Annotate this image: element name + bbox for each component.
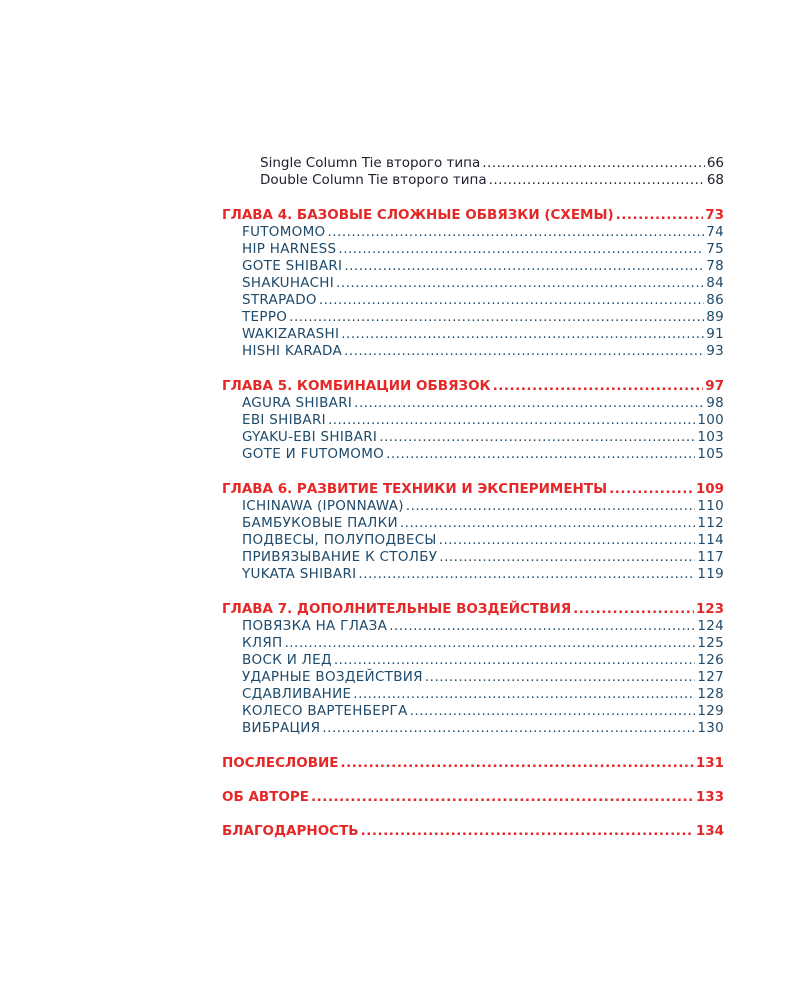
acknowledgements-heading[interactable] [222, 822, 724, 840]
dot-leader [338, 241, 704, 258]
chapter-page: 131 [695, 755, 724, 771]
chapter-heading-7[interactable] [222, 600, 724, 618]
toc-entry[interactable] [222, 326, 724, 343]
chapter-page: 134 [695, 823, 724, 839]
toc-entry[interactable] [222, 566, 724, 583]
toc-entry-title: HIP HARNESS [242, 241, 337, 257]
chapter-title: ГЛАВА 7. ДОПОЛНИТЕЛЬНЫЕ ВОЗДЕЙСТВИЯ [222, 601, 572, 617]
chapter-title: ОБ АВТОРЕ [222, 789, 310, 805]
toc-entry[interactable] [222, 258, 724, 275]
chapter-page: 133 [695, 789, 724, 805]
toc-entry-title: YUKATA SHIBARI [242, 566, 357, 582]
toc-entry-title: SHAKUHACHI [242, 275, 335, 291]
toc-entry[interactable] [222, 241, 724, 258]
toc-entry[interactable] [222, 498, 724, 515]
dot-leader [406, 498, 696, 515]
toc-entry[interactable] [222, 224, 724, 241]
dot-leader [354, 395, 704, 412]
toc-entry-title: КЛЯП [242, 635, 283, 651]
toc-entry-title: Single Column Tie второго типа [260, 155, 481, 171]
dot-leader [344, 258, 704, 275]
dot-leader [311, 788, 694, 806]
dot-leader [616, 206, 704, 224]
about-author-heading[interactable] [222, 788, 724, 806]
toc-entry[interactable] [222, 686, 724, 703]
toc-entry-page: 110 [697, 498, 724, 514]
toc-entry-title: AGURA SHIBARI [242, 395, 353, 411]
dot-leader [284, 635, 695, 652]
toc-entry[interactable] [222, 618, 724, 635]
toc-entry-title: ВИБРАЦИЯ [242, 720, 321, 736]
toc-entry[interactable] [222, 292, 724, 309]
toc-entry-page: 117 [697, 549, 724, 565]
toc-entry[interactable] [222, 703, 724, 720]
toc-entry-title: GOTE SHIBARI [242, 258, 343, 274]
chapter-heading-6[interactable] [222, 480, 724, 498]
toc-entry-page: 89 [706, 309, 724, 325]
toc-entry[interactable] [222, 429, 724, 446]
toc-entry[interactable] [222, 720, 724, 737]
dot-leader [327, 224, 704, 241]
dot-leader [400, 515, 695, 532]
toc-entry-title: EBI SHIBARI [242, 412, 326, 428]
toc-entry-page: 91 [706, 326, 724, 342]
toc-entry-title: СДАВЛИВАНИЕ [242, 686, 352, 702]
toc-entry-title: УДАРНЫЕ ВОЗДЕЙСТВИЯ [242, 669, 423, 685]
dot-leader [425, 669, 695, 686]
chapter-title: БЛАГОДАРНОСТЬ [222, 823, 359, 839]
toc-entry-title: ВОСК И ЛЕД [242, 652, 332, 668]
dot-leader [386, 446, 695, 463]
toc-entry-title: GOTE И FUTOMOMO [242, 446, 385, 462]
toc-entry-title: FUTOMOMO [242, 224, 326, 240]
toc-entry[interactable] [222, 669, 724, 686]
dot-leader [334, 652, 696, 669]
dot-leader [289, 309, 704, 326]
dot-leader [341, 326, 704, 343]
toc-entry-page: 128 [697, 686, 724, 702]
chapter-heading-4[interactable] [222, 206, 724, 224]
toc-entry-title: ICHINAWA (IPONNAWA) [242, 498, 404, 514]
dot-leader [319, 292, 704, 309]
chapter-title: ГЛАВА 5. КОМБИНАЦИИ ОБВЯЗОК [222, 378, 491, 394]
toc-entry-page: 124 [697, 618, 724, 634]
dot-leader [482, 155, 705, 172]
toc-entry[interactable] [222, 515, 724, 532]
dot-leader [353, 686, 695, 703]
toc-entry[interactable] [222, 446, 724, 463]
chapter-page: 73 [705, 207, 724, 223]
toc-entry-title: HISHI KARADA [242, 343, 343, 359]
dot-leader [358, 566, 695, 583]
toc-entry-page: 105 [697, 446, 724, 462]
toc-entry-title: ПРИВЯЗЫВАНИЕ К СТОЛБУ [242, 549, 438, 565]
chapter-title: ПОСЛЕСЛОВИЕ [222, 755, 339, 771]
toc-entry-title: ПОДВЕСЫ, ПОЛУПОДВЕСЫ [242, 532, 437, 548]
toc-entry-page: 100 [697, 412, 724, 428]
afterword-heading[interactable] [222, 754, 724, 772]
toc-entry-page: 112 [697, 515, 724, 531]
toc-entry-page: 75 [706, 241, 724, 257]
toc-entry-title: GYAKU-EBI SHIBARI [242, 429, 378, 445]
dot-leader [609, 480, 694, 498]
toc-entry-title: STRAPADO [242, 292, 317, 308]
toc-entry[interactable] [222, 343, 724, 360]
dot-leader [379, 429, 695, 446]
dot-leader [344, 343, 704, 360]
toc-entry-page: 130 [697, 720, 724, 736]
dot-leader [439, 549, 695, 566]
dot-leader [493, 377, 704, 395]
toc-entry-title: БАМБУКОВЫЕ ПАЛКИ [242, 515, 398, 531]
toc-entry-page: 127 [697, 669, 724, 685]
table-of-contents [222, 155, 724, 840]
dot-leader [573, 600, 694, 618]
dot-leader [322, 720, 695, 737]
dot-leader [328, 412, 695, 429]
toc-entry-page: 126 [697, 652, 724, 668]
toc-entry-page: 93 [706, 343, 724, 359]
toc-entry[interactable] [222, 155, 724, 172]
toc-entry-title: КОЛЕСО ВАРТЕНБЕРГА [242, 703, 408, 719]
dot-leader [341, 754, 694, 772]
chapter-title: ГЛАВА 4. БАЗОВЫЕ СЛОЖНЫЕ ОБВЯЗКИ (СХЕМЫ) [222, 207, 614, 223]
toc-entry-title: WAKIZARASHI [242, 326, 340, 342]
toc-entry-title: TEPPO [242, 309, 288, 325]
chapter-page: 123 [695, 601, 724, 617]
toc-entry-title: ПОВЯЗКА НА ГЛАЗА [242, 618, 388, 634]
toc-entry-page: 68 [706, 172, 724, 188]
dot-leader [489, 172, 705, 189]
dot-leader [336, 275, 704, 292]
chapter-title: ГЛАВА 6. РАЗВИТИЕ ТЕХНИКИ И ЭКСПЕРИМЕНТЫ [222, 481, 608, 497]
toc-entry[interactable] [222, 172, 724, 189]
toc-entry-page: 78 [706, 258, 724, 274]
toc-entry-page: 119 [697, 566, 724, 582]
chapter-page: 97 [705, 378, 724, 394]
dot-leader [439, 532, 696, 549]
toc-entry[interactable] [222, 412, 724, 429]
toc-entry-page: 66 [706, 155, 724, 171]
toc-entry-page: 103 [697, 429, 724, 445]
toc-entry[interactable] [222, 395, 724, 412]
toc-entry[interactable] [222, 652, 724, 669]
toc-entry[interactable] [222, 635, 724, 652]
toc-entry-page: 74 [706, 224, 724, 240]
toc-entry-page: 86 [706, 292, 724, 308]
toc-entry[interactable] [222, 309, 724, 326]
toc-entry-page: 98 [706, 395, 724, 411]
toc-entry-title: Double Column Tie второго типа [260, 172, 487, 188]
chapter-heading-5[interactable] [222, 377, 724, 395]
dot-leader [389, 618, 695, 635]
dot-leader [410, 703, 696, 720]
dot-leader [361, 822, 694, 840]
toc-entry-page: 84 [706, 275, 724, 291]
chapter-page: 109 [695, 481, 724, 497]
toc-entry-page: 114 [697, 532, 724, 548]
toc-entry-page: 129 [697, 703, 724, 719]
toc-entry[interactable] [222, 275, 724, 292]
toc-entry[interactable] [222, 549, 724, 566]
toc-entry[interactable] [222, 532, 724, 549]
toc-entry-page: 125 [697, 635, 724, 651]
